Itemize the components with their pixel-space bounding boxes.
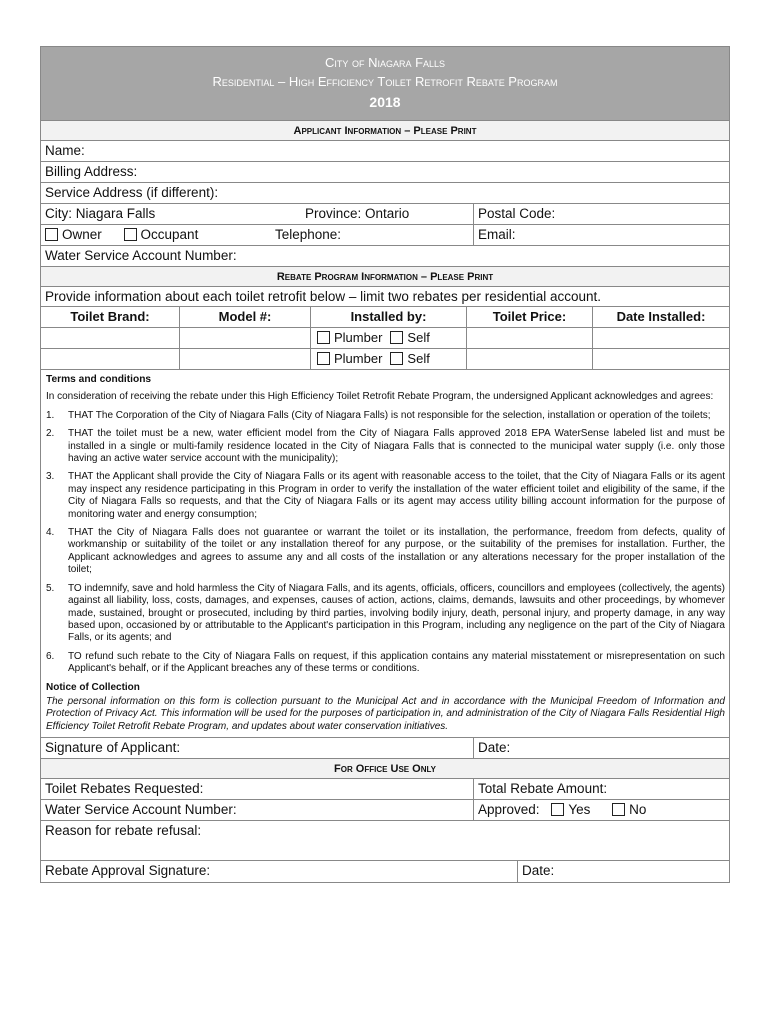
name-row[interactable] — [41, 141, 729, 162]
terms-item — [46, 471, 725, 521]
occupant-option[interactable] — [124, 227, 199, 242]
yes-label: Yes — [568, 802, 591, 818]
terms-item-text: TO refund such rebate to the City of Niagara Falls on request, if this application contains any material misstatement or misrepresentation on such Applicant's behalf, or if the Applicant breaches any of these terms or conditions. — [68, 650, 725, 675]
approved-label: Approved: — [478, 802, 540, 818]
terms-item-number: 4. — [46, 527, 55, 539]
terms-item — [46, 428, 725, 465]
applicant-section-title: Applicant Information – Please Print — [41, 121, 729, 141]
notice-text: The personal information on this form is collection pursuant to the Municipal Act and in accordance with the Municipal Freedom of Information and Protection of Privacy Act. This information will be used for the purposes of participation in, and administration of the City of Niagara Falls Residential High Efficiency Toilet Retrofit Rebate Program, and updates about water conservation initiatives. — [46, 695, 725, 732]
email-field[interactable]: Email: — [473, 225, 729, 245]
date-cell-1[interactable] — [592, 328, 729, 348]
yes-checkbox[interactable] — [551, 803, 564, 816]
no-checkbox[interactable] — [612, 803, 625, 816]
header-program: Residential – High Efficiency Toilet Retrofit Rebate Program — [212, 74, 558, 89]
billing-row[interactable] — [41, 162, 729, 183]
installed-by-cell-2 — [310, 349, 466, 369]
col-installed-by: Installed by: — [310, 307, 466, 327]
approved-field — [473, 800, 729, 820]
owner-label: Owner — [62, 227, 102, 242]
rebate-section-title: Rebate Program Information – Please Print — [41, 267, 729, 287]
terms-item-text: THAT the toilet must be a new, water efficient model from the City of Niagara Falls approved 2018 EPA WaterSense labeled list and must be installed in a single or multi-family residence located in the City of Niagara Falls that is connected to the municipal water supply (i.e. only those having an active water service account with the municipality); — [68, 428, 725, 465]
total-rebate-amount-field[interactable]: Total Rebate Amount: — [473, 779, 729, 799]
self-option-1[interactable] — [390, 328, 429, 348]
self-option-2[interactable] — [390, 349, 429, 369]
terms-item — [46, 527, 725, 577]
city-field[interactable]: City: Niagara Falls — [45, 206, 156, 221]
plumber-label: Plumber — [334, 351, 383, 366]
name-field[interactable]: Name: — [45, 143, 85, 158]
province-field[interactable]: Province: Ontario — [305, 206, 410, 221]
self-label: Self — [407, 330, 430, 345]
rebate-row-2[interactable] — [41, 349, 729, 370]
plumber-label: Plumber — [334, 330, 383, 345]
date-cell-2[interactable] — [592, 349, 729, 369]
plumber-option-1[interactable] — [311, 328, 382, 348]
occupant-checkbox[interactable] — [124, 228, 137, 241]
billing-address-field[interactable]: Billing Address: — [45, 164, 138, 179]
col-toilet-brand: Toilet Brand: — [70, 309, 150, 324]
header-city: City of Niagara Falls — [324, 55, 446, 70]
terms-section — [41, 370, 729, 738]
office-rebates-row[interactable] — [41, 779, 729, 800]
approval-date-field[interactable]: Date: — [517, 861, 729, 882]
col-model: Model #: — [179, 307, 310, 327]
city-row[interactable] — [41, 204, 729, 225]
price-cell-2[interactable] — [466, 349, 592, 369]
signature-row[interactable] — [41, 738, 729, 759]
owner-occupant-options — [41, 225, 271, 245]
postal-code-field[interactable]: Postal Code: — [473, 204, 729, 224]
applicant-signature-field[interactable]: Signature of Applicant: — [45, 740, 181, 756]
rebate-row-1[interactable] — [41, 328, 729, 349]
approval-signature-row[interactable] — [41, 861, 729, 882]
terms-item-number: 2. — [46, 428, 55, 440]
approved-no-option[interactable] — [612, 802, 646, 817]
terms-item-text: THAT the City of Niagara Falls does not guarantee or warrant the toilet or its installation, the performance, freedom from defects, quality of workmanship or suitability of the toilet or any installation thereof for any purpose, or the suitability of the premises for installation. Further, the Applicant acknowledges and agrees to assume any and all costs of the installation or any alterations necessary for the proper installation of the toilet; — [68, 527, 725, 576]
rebates-requested-field[interactable]: Toilet Rebates Requested: — [45, 781, 204, 797]
brand-cell-2[interactable] — [41, 349, 179, 369]
office-section-title: For Office Use Only — [41, 759, 729, 779]
service-address-field[interactable]: Service Address (if different): — [45, 185, 219, 200]
terms-heading: Terms and conditions — [46, 374, 152, 385]
terms-item-text: THAT the Applicant shall provide the City of Niagara Falls or its agent with reasonable access to the toilet, that the City of Niagara Falls or its agent may inspect any residence participating in this Program in order to verify the installation of the water efficient toilet and eligibility of the same, if the City of Niagara Falls so requests, and that the City of Niagara Falls or its agent may access utility billing account information for the purpose of monitoring water and energy consumption; — [68, 471, 725, 520]
rebate-form — [40, 46, 730, 883]
account-row[interactable] — [41, 246, 729, 267]
office-account-row[interactable] — [41, 800, 729, 821]
model-cell-1[interactable] — [179, 328, 310, 348]
price-cell-1[interactable] — [466, 328, 592, 348]
refusal-reason-field[interactable] — [41, 821, 729, 861]
terms-list — [46, 410, 725, 676]
rebate-table-header — [41, 307, 729, 328]
header-year: 2018 — [369, 94, 401, 110]
office-account-number-field[interactable]: Water Service Account Number: — [45, 802, 237, 818]
owner-option[interactable] — [45, 227, 102, 242]
notice-heading: Notice of Collection — [46, 681, 140, 693]
terms-item-text: TO indemnify, save and hold harmless the City of Niagara Falls, and its agents, officials, officers, councillors and employees (collectively, the agents) against all liability, loss, costs, damages, and expenses, causes of action, actions, claims, demands, lawsuits and other proceedings, by whomever made, sustained, brought or prosecuted, including by third parties, involving bodily injury, death, personal injury, and property damage, in any way based upon, occasioned by or attributable to the Applicant's participation in this Program, including any negligence on the part of the City of Niagara Falls, or its agents; and — [68, 582, 725, 644]
approval-signature-field[interactable]: Rebate Approval Signature: — [45, 863, 211, 879]
terms-item-number: 6. — [46, 650, 55, 662]
account-number-field[interactable]: Water Service Account Number: — [45, 248, 237, 263]
self-checkbox-1[interactable] — [390, 331, 403, 344]
col-date-installed: Date Installed: — [592, 307, 729, 327]
service-row[interactable] — [41, 183, 729, 204]
plumber-option-2[interactable] — [311, 349, 382, 369]
owner-row[interactable] — [41, 225, 729, 246]
telephone-field[interactable]: Telephone: — [275, 227, 342, 242]
plumber-checkbox-1[interactable] — [317, 331, 330, 344]
occupant-label: Occupant — [140, 227, 199, 242]
terms-item — [46, 583, 725, 645]
plumber-checkbox-2[interactable] — [317, 352, 330, 365]
owner-checkbox[interactable] — [45, 228, 58, 241]
model-cell-2[interactable] — [179, 349, 310, 369]
terms-item — [46, 651, 725, 676]
terms-intro: In consideration of receiving the rebate under this High Efficiency Toilet Retrofit Rebate Program, the undersigned Applicant acknowledges and agrees: — [46, 391, 714, 403]
signature-date-field[interactable]: Date: — [473, 738, 729, 758]
approved-yes-option[interactable] — [551, 802, 590, 817]
brand-cell-1[interactable] — [41, 328, 179, 348]
refusal-reason-label: Reason for rebate refusal: — [45, 823, 202, 839]
terms-item-number: 1. — [46, 409, 55, 421]
form-header — [41, 47, 729, 121]
installed-by-cell-1 — [310, 328, 466, 348]
self-label: Self — [407, 351, 430, 366]
no-label: No — [629, 802, 647, 818]
col-toilet-price: Toilet Price: — [466, 307, 592, 327]
terms-item-number: 5. — [46, 582, 55, 594]
terms-item-number: 3. — [46, 471, 55, 483]
terms-item — [46, 410, 725, 422]
rebate-intro: Provide information about each toilet retrofit below – limit two rebates per residential account. — [41, 287, 729, 307]
terms-item-text: THAT The Corporation of the City of Niagara Falls (City of Niagara Falls) is not responsible for the selection, installation or operation of the toilets; — [68, 409, 711, 421]
self-checkbox-2[interactable] — [390, 352, 403, 365]
